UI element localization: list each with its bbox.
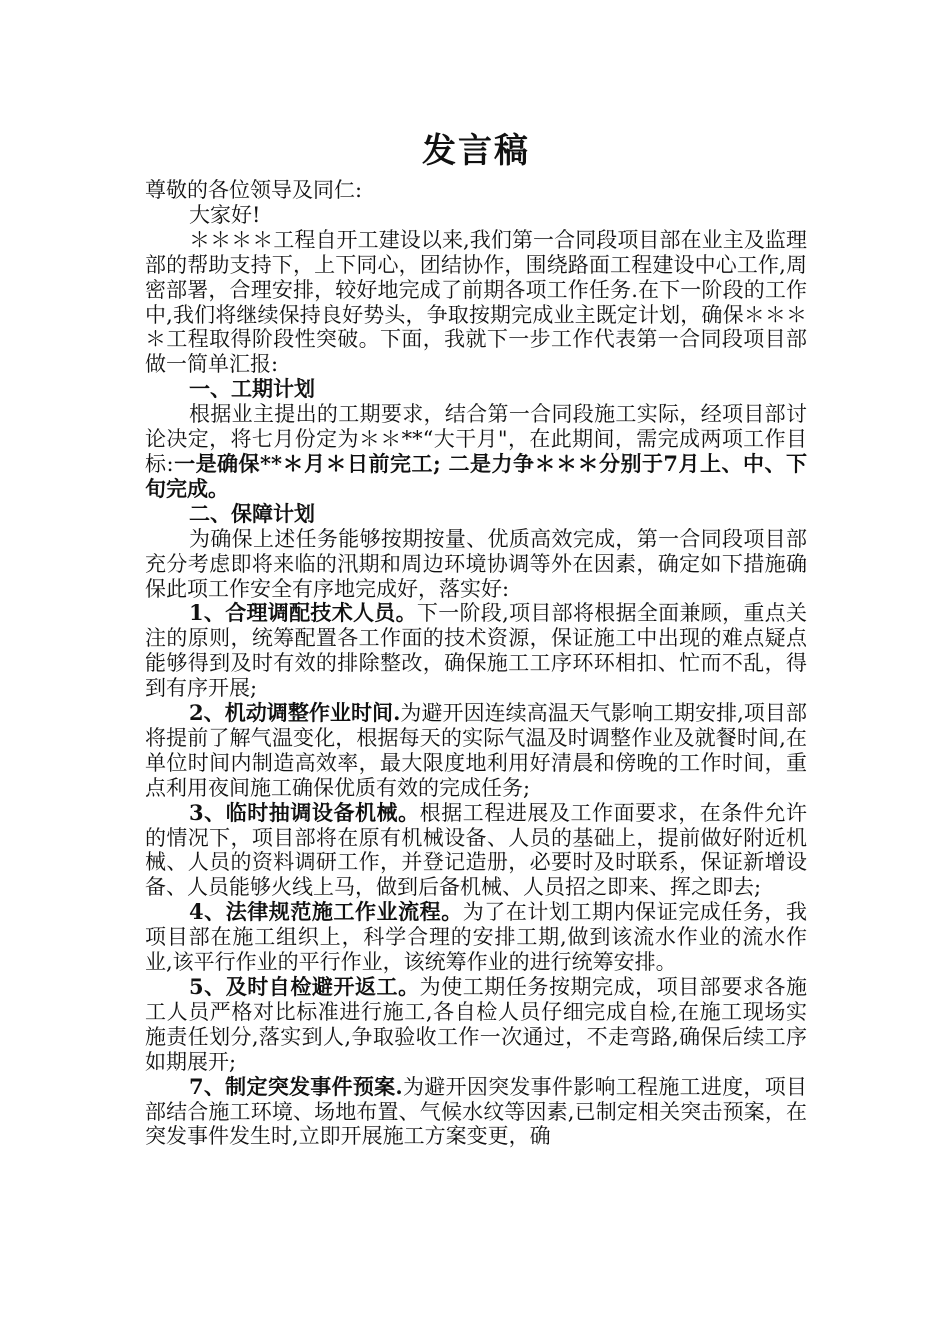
measure-text: 下一阶段,项目部将根据全面兼顾，重点关注的原则，统筹配置各工作面的技术资源，保证施工中出现的难点疑点能够得到及时有效的排除整改，确保施工工序环环相扣、忙而不乱，得到有序开展; <box>145 601 807 701</box>
measure-item <box>145 975 807 1075</box>
section-1-paragraph <box>145 402 807 502</box>
document-title: 发言稿 <box>422 131 530 171</box>
measure-title: 7、制定突发事件预案. <box>189 1073 403 1099</box>
greeting: 大家好! <box>189 202 261 227</box>
measure-title: 2、机动调整作业时间. <box>189 700 401 726</box>
measure-text: 为避开因突发事件影响工程施工进度，项目部结合施工环境、场地布置、气候水纹等因素,已制定相关突击预案，在突发事件发生时,立即开展施工方案变更，确 <box>145 1074 807 1149</box>
section-2-heading: 二、保障计划 <box>189 500 315 526</box>
section-2-intro: 为确保上述任务能够按期按量、优质高效完成，第一合同段项目部充分考虑即将来临的汛期和周边环境协调等外在因素，确定如下措施确保此项工作安全有序地完成好，落实好: <box>145 526 807 601</box>
section-1-bold-text: 一是确保**＊月＊日前完工; 二是力争＊＊＊分别于7月上、中、下旬完成。 <box>145 450 808 501</box>
measure-title: 1、合理调配技术人员。 <box>189 600 417 626</box>
section-1-text: 根据业主提出的工期要求，结合第一合同段施工实际，经项目部讨论决定，将七月份定为＊＊**“大干月"，在此期间，需完成两项工作目标: <box>145 402 807 476</box>
measure-title: 4、法律规范施工作业流程。 <box>189 899 463 925</box>
measure-text: 根据工程进展及工作面要求，在条件允许的情况下，项目部将在原有机械设备、人员的基础上，提前做好附近机械、人员的资料调研工作，并登记造册，必要时及时联系，保证新增设备、人员能够火线上马，做到后备机械、人员招之即来、挥之即去; <box>145 800 807 900</box>
measure-text: 为了在计划工期内保证完成任务，我项目部在施工组织上，科学合理的安排工期,做到该流水作业的流水作业,该平行作业的平行作业，该统筹作业的进行统筹安排。 <box>145 900 807 975</box>
measure-text: 为使工期任务按期完成，项目部要求各施工人员严格对比标准进行施工,各自检人员仔细完成自检,在施工现场实施责任划分,落实到人,争取验收工作一次通过，不走弯路,确保后续工序如期展开; <box>145 975 807 1074</box>
intro-paragraph: ＊＊＊＊工程自开工建设以来,我们第一合同段项目部在业主及监理部的帮助支持下，上下同心，团结协作，围绕路面工程建设中心工作,周密部署，合理安排，较好地完成了前期各项工作任务.在下一阶段的工作中,我们将继续保持良好势头，争取按期完成业主既定计划，确保＊＊＊＊工程取得阶段性突破。下面，我就下一步工作代表第一合同段项目部做一简单汇报: <box>145 227 807 377</box>
measure-item <box>145 900 807 975</box>
measure-item <box>145 701 807 801</box>
measure-title: 5、及时自检避开返工。 <box>189 974 420 999</box>
measure-title: 3、临时抽调设备机械。 <box>189 799 420 825</box>
measure-item <box>145 1075 807 1150</box>
measure-text: 为避开因连续高温天气影响工期安排,项目部将提前了解气温变化，根据每天的实际气温及时调整作业及就餐时间,在单位时间内制造高效率，最大限度地利用好清晨和傍晚的工作时间，重点利用夜间施工确保优质有效的完成任务; <box>145 701 807 800</box>
measure-item <box>145 801 807 901</box>
section-1-heading: 一、工期计划 <box>189 376 315 402</box>
document-page <box>145 128 807 1149</box>
salutation: 尊敬的各位领导及同仁: <box>145 178 363 202</box>
measure-item <box>145 601 807 701</box>
